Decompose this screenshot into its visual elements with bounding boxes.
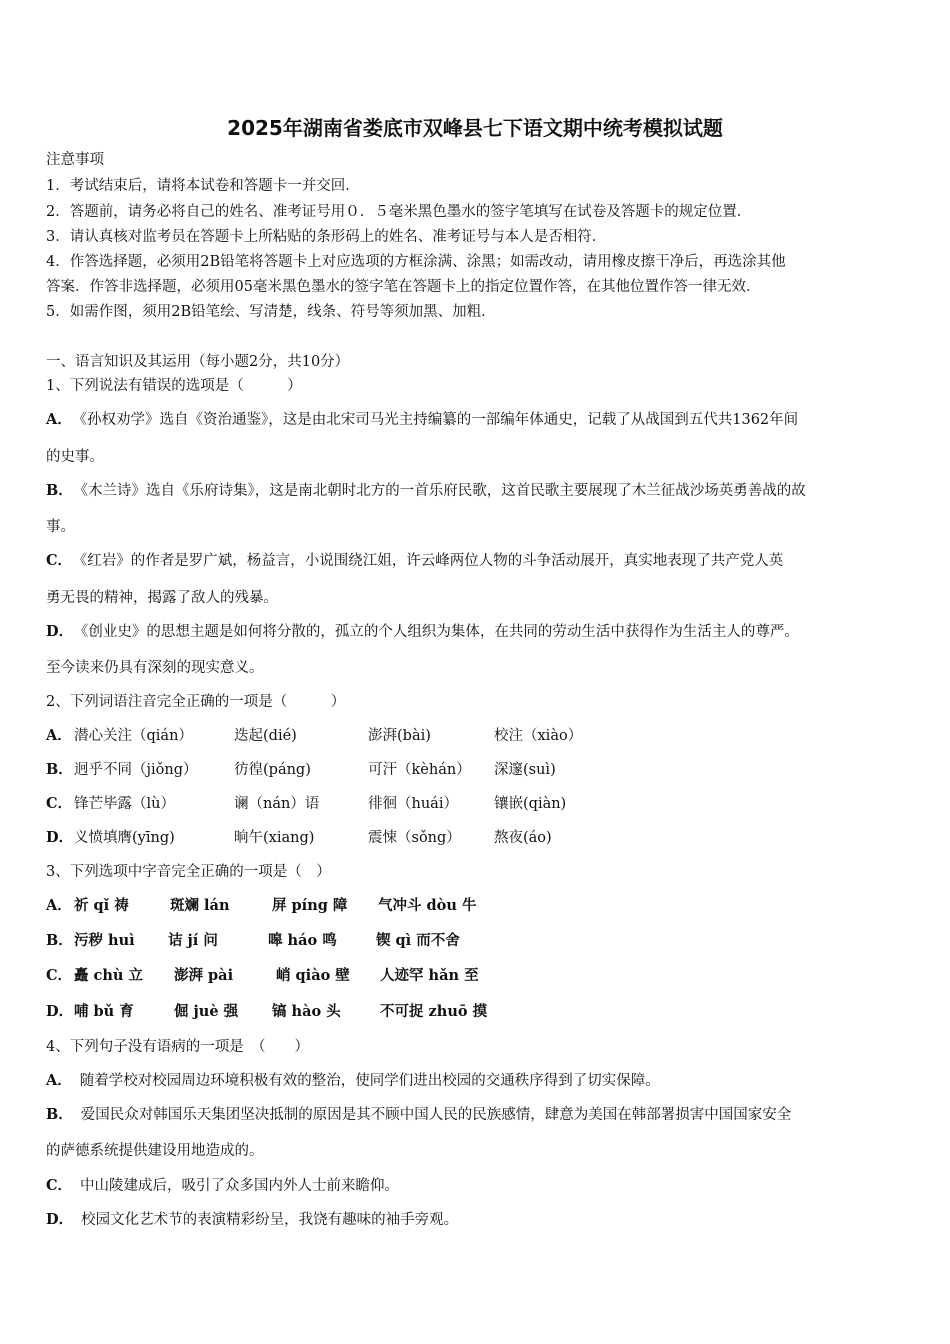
option-text: 中山陵建成后，吸引了众多国内外人士前来瞻仰。 — [80, 1178, 400, 1194]
option-cell: 屏 píng 障 — [272, 897, 348, 914]
option-cell: 彷徨(páng) — [234, 762, 311, 778]
option-cell: 气冲斗 dòu 牛 — [378, 897, 477, 914]
notice-item: 答案．作答非选择题，必须用05毫米黑色墨水的签字笔在答题卡上的指定位置作答，在其他位置作答一律无效． — [46, 279, 761, 295]
option-cell: 哺 bǔ 育 — [74, 1003, 134, 1020]
question-3-stem: 3、下列选项中字音完全正确的一项是（ ） — [46, 864, 331, 880]
notice-item: 1．考试结束后，请将本试卷和答题卡一并交回． — [46, 178, 360, 194]
option-cell: 祈 qǐ 祷 — [74, 897, 129, 914]
option-text: 校园文化艺术节的表演精彩纷呈，我饶有趣味的袖手旁观。 — [81, 1212, 459, 1228]
q4-option-b-cont: 的萨德系统提供建设用地造成的。 — [46, 1143, 264, 1159]
option-label: C． — [46, 795, 73, 812]
option-cell: 熬夜(áo) — [494, 830, 552, 846]
option-cell: 可汗（kèhán） — [368, 762, 471, 778]
notice-item: 4．作答选择题，必须用2B铅笔将答题卡上对应选项的方框涂满、涂黑；如需改动，请用橡皮擦干净后，再选涂其他 — [46, 254, 786, 270]
option-text: 《创业史》的思想主题是如何将分散的，孤立的个人组织为集体，在共同的劳动生活中获得作为生活主人的尊严。 — [81, 624, 799, 640]
notice-item: 3．请认真核对监考员在答题卡上所粘贴的条形码上的姓名、准考证号与本人是否相符． — [46, 229, 607, 245]
option-cell: 锲 qì 而不舍 — [376, 932, 460, 949]
option-label: D． — [46, 1003, 74, 1020]
q4-option-d — [46, 1210, 458, 1230]
q1-option-a — [46, 410, 798, 430]
option-cell: 镶嵌(qiàn) — [494, 796, 567, 812]
option-cell: 晌午(xiang) — [234, 830, 315, 846]
option-cell: 斑斓 lán — [170, 897, 230, 914]
option-label: A． — [46, 411, 72, 428]
question-2-stem: 2、下列词语注音完全正确的一项是（ ） — [46, 694, 346, 710]
option-text: 《木兰诗》选自《乐府诗集》，这是南北朝时北方的一首乐府民歌，这首民歌主要展现了木兰征战沙场英勇善战的故 — [80, 483, 806, 499]
q1-option-c-cont: 勇无畏的精神，揭露了敌人的残暴。 — [46, 590, 278, 606]
option-text: 爱国民众对韩国乐天集团坚决抵制的原因是其不顾中国人民的民族感情，肆意为美国在韩部署损害中国国家安全 — [80, 1107, 792, 1123]
option-text: 《红岩》的作者是罗广斌，杨益言，小说围绕江姐，许云峰两位人物的斗争活动展开，真实地表现了共产党人英 — [80, 553, 784, 569]
notice-item: 2．答题前，请务必将自己的姓名、准考证号用０．５毫米黑色墨水的签字笔填写在试卷及答题卡的规定位置． — [46, 204, 752, 220]
question-4-stem: 4、下列句子没有语病的一项是 （ ） — [46, 1039, 309, 1055]
option-label: B． — [46, 1106, 73, 1123]
option-label: B． — [46, 932, 73, 949]
option-cell: 矗 chù 立 — [74, 967, 144, 984]
option-cell: 迥乎不同（jiǒng） — [74, 762, 198, 778]
option-cell: 诘 jí 问 — [168, 932, 218, 949]
option-label: B． — [46, 482, 73, 499]
option-cell: 不可捉 zhuō 摸 — [380, 1003, 488, 1020]
q4-option-c — [46, 1176, 399, 1196]
option-label: C． — [46, 552, 73, 569]
option-label: A． — [46, 897, 72, 914]
option-cell: 震悚（sǒng） — [368, 830, 461, 846]
q4-option-a — [46, 1071, 660, 1091]
option-cell: 污秽 huì — [74, 932, 135, 949]
option-text: 《孙权劝学》选自《资治通鉴》，这是由北宋司马光主持编纂的一部编年体通史，记载了从战国到五代共1362年间 — [79, 412, 799, 428]
option-cell: 嗥 háo 鸣 — [268, 932, 337, 949]
option-cell: 迭起(dié) — [234, 728, 297, 744]
option-cell: 澎湃(bài) — [368, 728, 431, 744]
notice-heading: 注意事项 — [46, 152, 104, 168]
section-heading: 一、语言知识及其运用（每小题2分，共10分） — [46, 354, 350, 370]
option-cell: 澎湃 pài — [174, 967, 234, 984]
option-cell: 倔 juè 强 — [174, 1003, 239, 1020]
option-cell: 徘徊（huái） — [368, 796, 458, 812]
option-label: D． — [46, 623, 74, 640]
option-cell: 义愤填膺(yīng) — [74, 830, 175, 846]
question-1-stem: 1、下列说法有错误的选项是（ ） — [46, 378, 302, 394]
option-cell: 潜心关注（qián） — [74, 728, 193, 744]
option-label: C． — [46, 1177, 73, 1194]
q4-option-b — [46, 1105, 791, 1125]
q1-option-b-cont: 事。 — [46, 519, 75, 535]
option-cell: 锋芒毕露（lù） — [74, 796, 175, 812]
option-cell: 校注（xiào） — [494, 728, 583, 744]
q1-option-d-cont: 至今读来仍具有深刻的现实意义。 — [46, 660, 264, 676]
page-title: 2025年湖南省娄底市双峰县七下语文期中统考模拟试题 — [227, 116, 723, 140]
q1-option-c — [46, 551, 783, 571]
option-cell: 峭 qiào 壁 — [276, 967, 350, 984]
notice-item: 5．如需作图，须用2B铅笔绘、写清楚，线条、符号等须加黑、加粗． — [46, 304, 496, 320]
option-label: B． — [46, 761, 73, 778]
option-cell: 人迹罕 hǎn 至 — [380, 967, 479, 984]
option-cell: 镐 hào 头 — [272, 1003, 341, 1020]
q1-option-a-cont: 的史事。 — [46, 449, 104, 465]
option-label: A． — [46, 727, 72, 744]
option-cell: 谰（nán）语 — [234, 796, 320, 812]
option-cell: 深邃(suì) — [494, 762, 556, 778]
option-label: D． — [46, 1211, 74, 1228]
q1-option-b — [46, 481, 806, 501]
option-text: 随着学校对校园周边环境积极有效的整治，使同学们进出校园的交通秩序得到了切实保障。 — [79, 1073, 660, 1089]
q1-option-d — [46, 622, 799, 642]
option-label: D． — [46, 829, 74, 846]
option-label: A． — [46, 1072, 72, 1089]
option-label: C． — [46, 967, 73, 984]
